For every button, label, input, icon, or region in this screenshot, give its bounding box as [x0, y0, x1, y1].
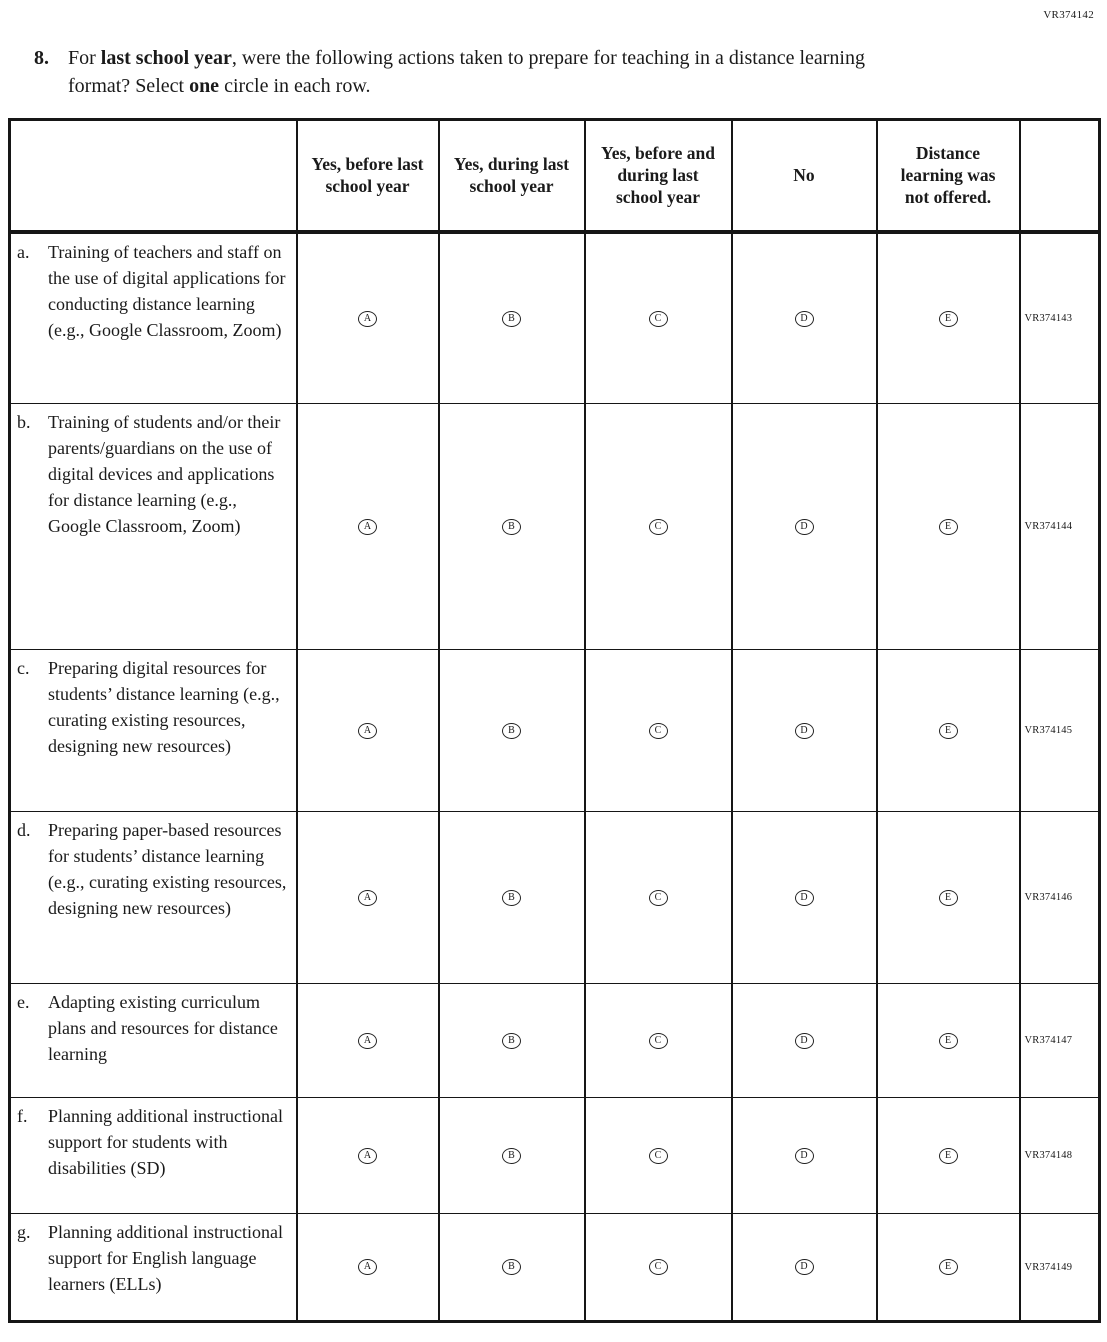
option-circle-a[interactable]: A: [358, 311, 377, 327]
option-circle-a[interactable]: A: [358, 1033, 377, 1049]
row-label: Preparing paper-based resources for students’ distance learning (e.g., curating existing resources, designing new resources): [48, 820, 287, 918]
option-cell: [585, 984, 732, 1098]
row-code: VR374147: [1020, 984, 1100, 1098]
option-cell: [297, 812, 439, 984]
option-circle-a[interactable]: A: [358, 519, 377, 535]
question-text-part: circle in each row.: [219, 75, 371, 97]
row-letter: e.: [17, 992, 30, 1012]
row-label-cell: [10, 1098, 297, 1214]
option-cell: [297, 984, 439, 1098]
option-circle-e[interactable]: E: [939, 1033, 958, 1049]
option-cell: [732, 404, 877, 650]
question-number: 8.: [34, 47, 49, 69]
row-code: VR374148: [1020, 1098, 1100, 1214]
row-code: VR374149: [1020, 1214, 1100, 1322]
option-cell: [439, 650, 585, 812]
header-blank: [10, 120, 297, 232]
option-circle-c[interactable]: C: [649, 1259, 668, 1275]
option-cell: [732, 812, 877, 984]
table-row-c: [10, 650, 1100, 812]
option-cell: [877, 404, 1020, 650]
option-cell: [585, 404, 732, 650]
option-cell: [439, 984, 585, 1098]
row-label-cell: [10, 404, 297, 650]
question-text-bold-one: one: [189, 75, 220, 97]
option-circle-d[interactable]: D: [795, 1259, 814, 1275]
option-cell: [877, 1214, 1020, 1322]
option-circle-d[interactable]: D: [795, 519, 814, 535]
option-cell: [585, 232, 732, 404]
option-cell: [439, 812, 585, 984]
row-label-cell: [10, 650, 297, 812]
option-cell: [297, 1214, 439, 1322]
option-circle-a[interactable]: A: [358, 890, 377, 906]
option-cell: [877, 812, 1020, 984]
option-circle-c[interactable]: C: [649, 890, 668, 906]
option-circle-b[interactable]: B: [502, 1259, 521, 1275]
question-text-part: For: [68, 47, 101, 69]
option-cell: [439, 1214, 585, 1322]
table-row-e: [10, 984, 1100, 1098]
row-letter: g.: [17, 1222, 31, 1242]
column-header-not-offered: Distance learning was not offered.: [877, 120, 1020, 232]
option-circle-c[interactable]: C: [649, 1033, 668, 1049]
option-circle-a[interactable]: A: [358, 723, 377, 739]
column-header-yes-before-and-during: Yes, before and during last school year: [585, 120, 732, 232]
question-text: [68, 44, 906, 100]
row-label: Planning additional instructional support for English language learners (ELLs): [48, 1222, 283, 1294]
form-code: VR374142: [1043, 9, 1094, 21]
option-cell: [297, 650, 439, 812]
option-circle-c[interactable]: C: [649, 311, 668, 327]
option-circle-b[interactable]: B: [502, 1148, 521, 1164]
option-circle-e[interactable]: E: [939, 311, 958, 327]
row-label-cell: [10, 984, 297, 1098]
option-cell: [439, 232, 585, 404]
option-cell: [732, 232, 877, 404]
table-row-d: [10, 812, 1100, 984]
header-row: [10, 120, 1100, 232]
option-cell: [732, 1214, 877, 1322]
option-cell: [877, 1098, 1020, 1214]
table-row-a: [10, 232, 1100, 404]
row-label: Planning additional instructional support for students with disabilities (SD): [48, 1106, 283, 1178]
option-cell: [732, 1098, 877, 1214]
row-label-cell: [10, 1214, 297, 1322]
option-circle-e[interactable]: E: [939, 723, 958, 739]
option-circle-b[interactable]: B: [502, 1033, 521, 1049]
option-circle-c[interactable]: C: [649, 519, 668, 535]
option-circle-c[interactable]: C: [649, 723, 668, 739]
row-letter: c.: [17, 658, 30, 678]
option-circle-e[interactable]: E: [939, 1148, 958, 1164]
table-row-f: [10, 1098, 1100, 1214]
option-cell: [877, 984, 1020, 1098]
option-cell: [877, 232, 1020, 404]
option-cell: [439, 404, 585, 650]
row-label: Preparing digital resources for students’ distance learning (e.g., curating existing resources, designing new resources): [48, 658, 280, 756]
row-letter: f.: [17, 1106, 28, 1126]
row-code: VR374144: [1020, 404, 1100, 650]
option-cell: [297, 404, 439, 650]
row-letter: d.: [17, 820, 31, 840]
row-label: Training of students and/or their parents/guardians on the use of digital devices and applications for distance learning (e.g., Google Classroom, Zoom): [48, 412, 281, 536]
row-label: Adapting existing curriculum plans and resources for distance learning: [48, 992, 278, 1064]
row-letter: b.: [17, 412, 31, 432]
option-circle-b[interactable]: B: [502, 311, 521, 327]
option-circle-b[interactable]: B: [502, 519, 521, 535]
column-header-no: No: [732, 120, 877, 232]
row-label: Training of teachers and staff on the use of digital applications for conducting distance learning (e.g., Google Classroom, Zoom): [48, 241, 286, 340]
row-label-cell: [10, 232, 297, 404]
row-letter: a.: [17, 241, 30, 262]
question-8: [34, 44, 1107, 100]
question-8-response-table: [8, 118, 1101, 1323]
question-text-part: , were the following actions taken to prepare for teaching in a distance learning format? Select: [68, 47, 865, 97]
row-code: VR374143: [1020, 232, 1100, 404]
option-circle-d[interactable]: D: [795, 311, 814, 327]
row-code: VR374146: [1020, 812, 1100, 984]
option-circle-a[interactable]: A: [358, 1259, 377, 1275]
option-cell: [297, 1098, 439, 1214]
column-header-yes-before: Yes, before last school year: [297, 120, 439, 232]
option-circle-d[interactable]: D: [795, 1148, 814, 1164]
option-circle-b[interactable]: B: [502, 890, 521, 906]
option-cell: [877, 650, 1020, 812]
option-cell: [585, 1098, 732, 1214]
header-code-blank: [1020, 120, 1100, 232]
option-cell: [439, 1098, 585, 1214]
option-cell: [732, 650, 877, 812]
option-cell: [732, 984, 877, 1098]
option-circle-d[interactable]: D: [795, 723, 814, 739]
row-label-cell: [10, 812, 297, 984]
column-header-yes-during: Yes, during last school year: [439, 120, 585, 232]
row-code: VR374145: [1020, 650, 1100, 812]
option-cell: [297, 232, 439, 404]
option-circle-d[interactable]: D: [795, 890, 814, 906]
option-circle-e[interactable]: E: [939, 890, 958, 906]
option-circle-b[interactable]: B: [502, 723, 521, 739]
option-cell: [585, 812, 732, 984]
option-circle-d[interactable]: D: [795, 1033, 814, 1049]
question-text-bold-last-school-year: last school year: [100, 47, 232, 69]
option-cell: [585, 650, 732, 812]
option-circle-c[interactable]: C: [649, 1148, 668, 1164]
option-circle-e[interactable]: E: [939, 519, 958, 535]
option-circle-e[interactable]: E: [939, 1259, 958, 1275]
table-row-g: [10, 1214, 1100, 1322]
option-circle-a[interactable]: A: [358, 1148, 377, 1164]
table-row-b: [10, 404, 1100, 650]
option-cell: [585, 1214, 732, 1322]
